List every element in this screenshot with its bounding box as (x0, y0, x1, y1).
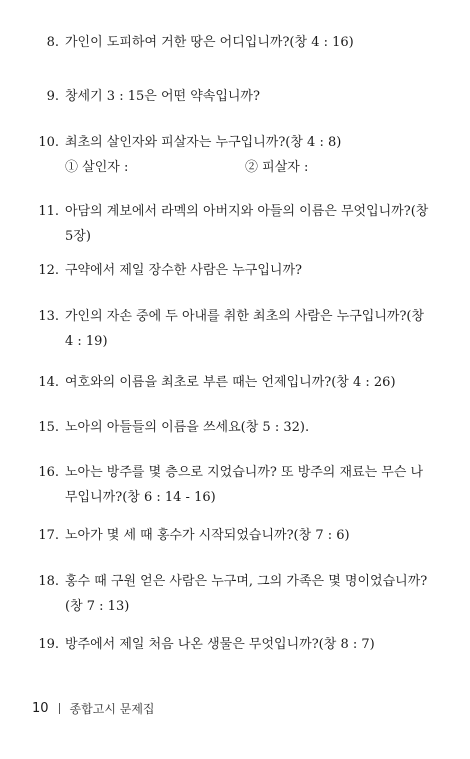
book-title: 종합고시 문제집 (69, 702, 155, 716)
question-14 (34, 370, 434, 395)
question-text-continued: 5장) (65, 229, 91, 244)
question-text: 노아가 몇 세 때 홍수가 시작되었습니까?(창 7 : 6) (65, 528, 350, 543)
question-number: 18. (38, 574, 59, 589)
question-12 (34, 258, 434, 283)
question-11 (34, 199, 434, 249)
question-8 (34, 30, 434, 55)
answer-blank-killer: ① 살인자 : (65, 160, 129, 175)
question-text-continued: 4 : 19) (65, 334, 108, 349)
answer-blanks (34, 155, 434, 180)
page-footer (32, 700, 155, 717)
question-text: 노아의 아들들의 이름을 쓰세요(창 5 : 32). (65, 420, 310, 435)
footer-divider (59, 703, 60, 714)
question-text: 창세기 3 : 15은 어떤 약속입니까? (65, 89, 260, 104)
answer-blank-victim: ② 피살자 : (245, 160, 309, 175)
question-text: 구약에서 제일 장수한 사람은 누구입니까? (65, 263, 302, 278)
question-18 (34, 569, 434, 619)
question-text: 아담의 계보에서 라멕의 아버지와 아들의 이름은 무엇입니까?(창 (65, 204, 429, 219)
question-16 (34, 460, 434, 510)
question-number: 11. (38, 204, 59, 219)
question-19 (34, 632, 434, 657)
question-number: 9. (46, 89, 59, 104)
question-number: 16. (38, 465, 59, 480)
question-text: 여호와의 이름을 최초로 부른 때는 언제입니까?(창 4 : 26) (65, 375, 396, 390)
question-number: 13. (38, 309, 59, 324)
question-text: 가인의 자손 중에 두 아내를 취한 최초의 사람은 누구입니까?(창 (65, 309, 425, 324)
question-15 (34, 415, 434, 440)
question-text-continued: (창 7 : 13) (65, 599, 130, 614)
question-9 (34, 84, 434, 109)
question-number: 10. (38, 135, 59, 150)
question-text: 홍수 때 구원 얻은 사람은 누구며, 그의 가족은 몇 명이었습니까? (65, 574, 428, 589)
question-text-continued: 무입니까?(창 6 : 14 - 16) (65, 490, 216, 505)
question-text: 노아는 방주를 몇 층으로 지었습니까? 또 방주의 재료는 무슨 나 (65, 465, 424, 480)
page-number: 10 (32, 701, 49, 716)
question-number: 8. (46, 35, 59, 50)
question-text: 방주에서 제일 처음 나온 생물은 무엇입니까?(창 8 : 7) (65, 637, 375, 652)
question-number: 15. (38, 420, 59, 435)
question-number: 14. (38, 375, 59, 390)
question-text: 최초의 살인자와 피살자는 누구입니까?(창 4 : 8) (65, 135, 342, 150)
question-number: 19. (38, 637, 59, 652)
question-number: 17. (38, 528, 59, 543)
question-10 (34, 130, 434, 180)
question-13 (34, 304, 434, 354)
question-17 (34, 523, 434, 548)
question-text: 가인이 도피하여 거한 땅은 어디입니까?(창 4 : 16) (65, 35, 354, 50)
question-number: 12. (38, 263, 59, 278)
